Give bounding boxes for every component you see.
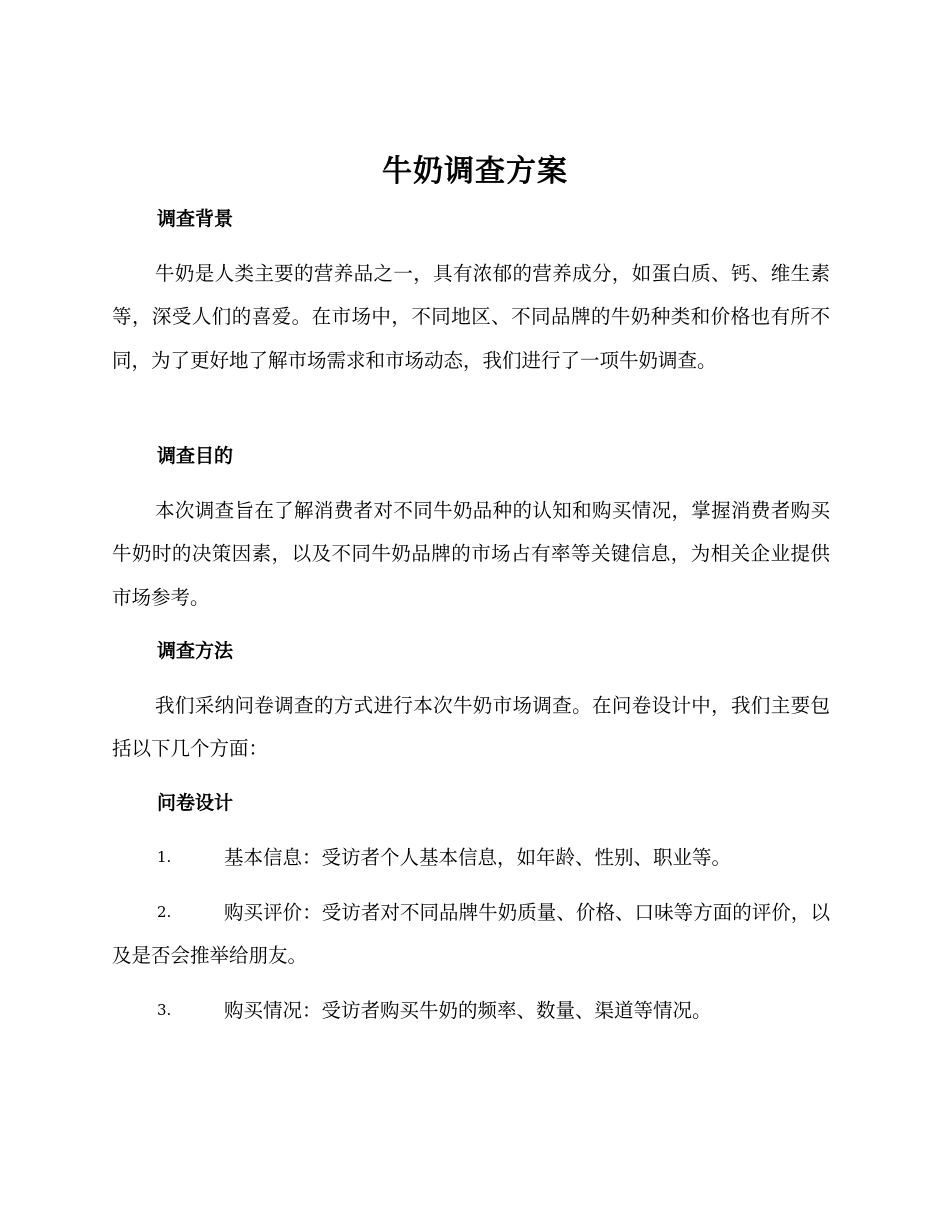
section-heading-background: 调查背景 [157,208,234,230]
section-heading-purpose: 调查目的 [157,445,234,467]
section-heading-method: 调查方法 [157,640,234,662]
section-paragraph-method: 我们采纳问卷调查的方式进行本次牛奶市场调查。在问卷设计中，我们主要包括以下几个方面： [112,694,830,761]
list-item-text: 基本信息：受访者个人基本信息，如年龄、性别、职业等。 [224,846,732,869]
section-paragraph-background: 牛奶是人类主要的营养品之一，具有浓郁的营养成分，如蛋白质、钙、维生素等，深受人们的喜爱。在市场中，不同地区、不同品牌的牛奶种类和价格也有所不同，为了更好地了解市场需求和市场动态，我们进行了一项牛奶调查。 [112,262,830,372]
list-item-text: 购买情况：受访者购买牛奶的频率、数量、渠道等情况。 [224,999,712,1022]
list-item [112,989,830,1032]
document-title: 牛奶调查方案 [382,154,568,189]
list-item-number: 2. [157,903,172,921]
section-paragraph-purpose: 本次调查旨在了解消费者对不同牛奶品种的认知和购买情况，掌握消费者购买牛奶时的决策因素，以及不同牛奶品牌的市场占有率等关键信息，为相关企业提供市场参考。 [112,499,830,609]
list-item [112,836,830,879]
section-heading-questionnaire: 问卷设计 [157,792,234,814]
list-item [112,891,830,978]
list-item-number: 1. [157,848,172,866]
list-item-number: 3. [157,1001,172,1019]
list-item-text: 购买评价：受访者对不同品牌牛奶质量、价格、口味等方面的评价，以及是否会推举给朋友。 [112,901,830,968]
